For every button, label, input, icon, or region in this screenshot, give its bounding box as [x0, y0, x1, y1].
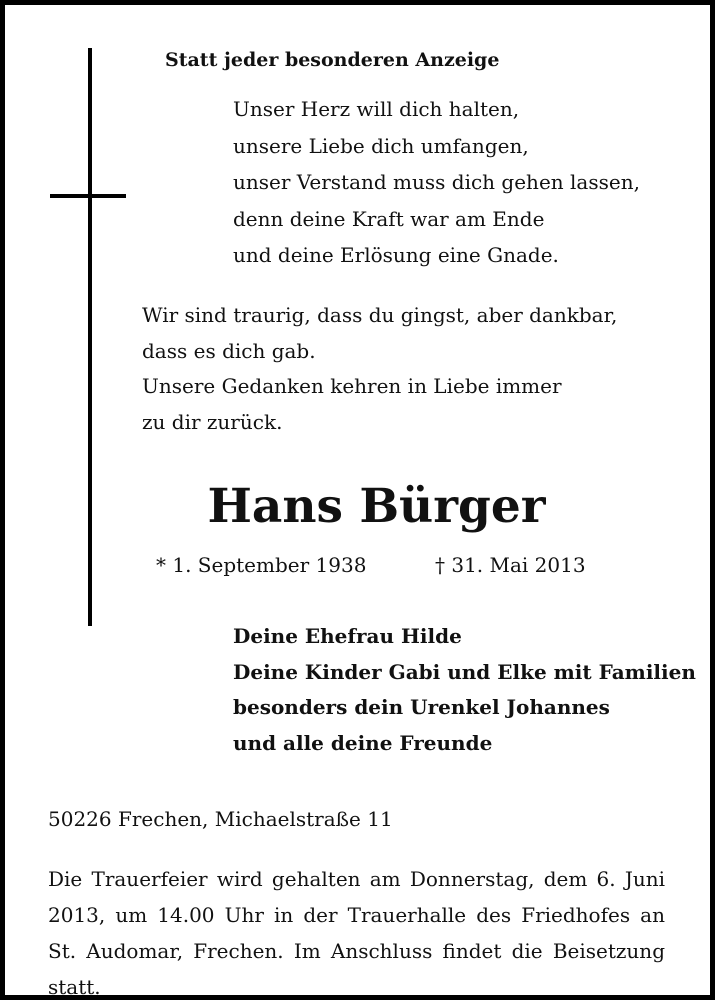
- notice-headline: Statt jeder besonderen Anzeige: [165, 49, 500, 71]
- poem-line: denn deine Kraft war am Ende: [233, 206, 545, 231]
- death-date: † 31. Mai 2013: [435, 553, 586, 577]
- poem-line: Unser Herz will dich halten,: [233, 97, 520, 121]
- cross-icon-horizontal-bar: [50, 194, 126, 198]
- poem: [233, 91, 640, 274]
- mourner-line: Deine Ehefrau Hilde: [233, 624, 462, 648]
- funeral-ceremony-info: Die Trauerfeier wird gehalten am Donnerstag, dem 6. Juni 2013, um 14.00 Uhr in der Trauerhalle des Friedhofes an St. Audomar, Frechen. Im Anschluss findet die Beisetzung statt.: [48, 867, 665, 999]
- memorial-text-line: Wir sind traurig, dass du gingst, aber dankbar,: [142, 303, 618, 327]
- mourners-list: [233, 619, 696, 761]
- poem-line: und deine Erlösung eine Gnade.: [233, 243, 559, 267]
- memorial-text-line: zu dir zurück.: [142, 409, 283, 434]
- mourner-line: und alle deine Freunde: [233, 730, 493, 755]
- memorial-text: [142, 298, 617, 440]
- poem-line: unsere Liebe dich umfangen,: [233, 133, 529, 158]
- mourner-line: besonders dein Urenkel Johannes: [233, 695, 610, 719]
- family-address: 50226 Frechen, Michaelstraße 11: [48, 807, 393, 831]
- mourner-line: Deine Kinder Gabi und Elke mit Familien: [233, 659, 696, 684]
- poem-line: unser Verstand muss dich gehen lassen,: [233, 170, 640, 194]
- memorial-text-line: dass es dich gab.: [142, 338, 316, 363]
- deceased-name: Hans Bürger: [207, 479, 546, 534]
- cross-icon-vertical-bar: [88, 48, 92, 626]
- birth-date: * 1. September 1938: [156, 553, 367, 577]
- memorial-text-line: Unsere Gedanken kehren in Liebe immer: [142, 374, 562, 398]
